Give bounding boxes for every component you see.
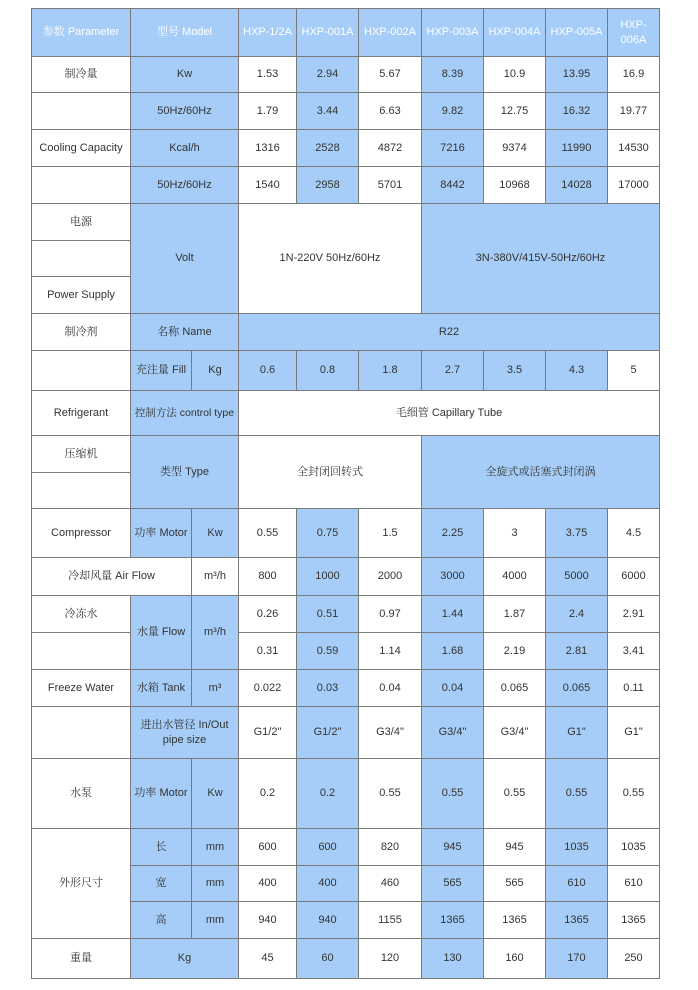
data-cell: 0.55 — [239, 509, 297, 558]
data-cell: 0.55 — [608, 759, 660, 829]
data-cell: 945 — [484, 829, 546, 866]
refrigerant-label-en: Refrigerant — [32, 391, 131, 436]
data-cell: 0.8 — [297, 351, 359, 391]
compressor-power-unit: Kw — [192, 509, 239, 558]
data-cell: 8.39 — [422, 57, 484, 93]
data-cell: 4000 — [484, 558, 546, 596]
data-cell: 2958 — [297, 167, 359, 204]
data-cell: 12.75 — [484, 93, 546, 130]
data-cell: 0.022 — [239, 670, 297, 707]
data-cell: 610 — [546, 866, 608, 902]
data-cell: 2.7 — [422, 351, 484, 391]
data-cell: 9374 — [484, 130, 546, 167]
dimension-label: 宽 — [131, 866, 192, 902]
data-cell: 2528 — [297, 130, 359, 167]
data-cell: 2000 — [359, 558, 422, 596]
data-cell: 0.55 — [359, 759, 422, 829]
data-cell: 1035 — [608, 829, 660, 866]
data-cell: 3.41 — [608, 633, 660, 670]
data-cell: 0.59 — [297, 633, 359, 670]
airflow-label: 冷却风量 Air Flow — [32, 558, 192, 596]
dimensions-label: 外形尺寸 — [32, 829, 131, 939]
data-cell: 1.87 — [484, 596, 546, 633]
data-cell: 0.6 — [239, 351, 297, 391]
compressor-type-a: 全封闭回转式 — [239, 436, 422, 509]
data-cell: 600 — [239, 829, 297, 866]
table-row — [32, 633, 660, 670]
data-cell: 13.95 — [546, 57, 608, 93]
refrigerant-fill-label: 充注量 Fill — [131, 351, 192, 391]
data-cell: 820 — [359, 829, 422, 866]
data-cell: 250 — [608, 939, 660, 979]
data-cell: 45 — [239, 939, 297, 979]
data-cell: 0.97 — [359, 596, 422, 633]
data-cell: 1.79 — [239, 93, 297, 130]
data-cell: 0.75 — [297, 509, 359, 558]
data-cell: 170 — [546, 939, 608, 979]
data-cell: 610 — [608, 866, 660, 902]
table-row — [32, 57, 660, 93]
data-cell: 0.55 — [484, 759, 546, 829]
data-cell: 3.75 — [546, 509, 608, 558]
data-cell: 2.81 — [546, 633, 608, 670]
data-cell: 3000 — [422, 558, 484, 596]
data-cell: 0.55 — [546, 759, 608, 829]
freeze-water-pipe-label: 进出水管径 In/Out pipe size — [131, 707, 239, 759]
table-row — [32, 670, 660, 707]
data-cell: 1.53 — [239, 57, 297, 93]
data-cell: 4.3 — [546, 351, 608, 391]
data-cell: 0.2 — [239, 759, 297, 829]
data-cell: 6000 — [608, 558, 660, 596]
cooling-unit: 50Hz/60Hz — [131, 167, 239, 204]
cooling-unit: 50Hz/60Hz — [131, 93, 239, 130]
data-cell: 0.03 — [297, 670, 359, 707]
freeze-water-label-cn: 冷冻水 — [32, 596, 131, 633]
data-cell: 400 — [239, 866, 297, 902]
data-cell: 2.25 — [422, 509, 484, 558]
data-cell: 5 — [608, 351, 660, 391]
power-three-phase: 3N-380V/415V-50Hz/60Hz — [422, 204, 660, 314]
data-cell: 940 — [239, 902, 297, 939]
pump-power-unit: Kw — [192, 759, 239, 829]
data-cell: 3.5 — [484, 351, 546, 391]
model-header-cell: HXP-004A — [484, 9, 546, 57]
table-row — [32, 759, 660, 829]
weight-unit: Kg — [131, 939, 239, 979]
table-row — [32, 558, 660, 596]
data-cell: 600 — [297, 829, 359, 866]
table-row — [32, 436, 660, 473]
freeze-water-flow-unit: m³/h — [192, 596, 239, 670]
data-cell: 14530 — [608, 130, 660, 167]
data-cell: 2.94 — [297, 57, 359, 93]
data-cell: 19.77 — [608, 93, 660, 130]
compressor-type-b: 全旋式或活塞式封闭涡 — [422, 436, 660, 509]
empty-cell — [32, 167, 131, 204]
model-header-cell: HXP-005A — [546, 9, 608, 57]
data-cell: 7216 — [422, 130, 484, 167]
data-cell: 14028 — [546, 167, 608, 204]
freeze-water-tank-label: 水箱 Tank — [131, 670, 192, 707]
header-row — [32, 9, 660, 57]
data-cell: 120 — [359, 939, 422, 979]
data-cell: 5.67 — [359, 57, 422, 93]
data-cell: 11990 — [546, 130, 608, 167]
data-cell: 1.68 — [422, 633, 484, 670]
data-cell: 0.51 — [297, 596, 359, 633]
cooling-label-cn: 制冷量 — [32, 57, 131, 93]
table-row — [32, 93, 660, 130]
data-cell: 0.26 — [239, 596, 297, 633]
data-cell: 130 — [422, 939, 484, 979]
pump-power-label: 功率 Motor — [131, 759, 192, 829]
empty-cell — [32, 473, 131, 509]
data-cell: 940 — [297, 902, 359, 939]
data-cell: 565 — [484, 866, 546, 902]
data-cell: 2.91 — [608, 596, 660, 633]
refrigerant-name-label: 名称 Name — [131, 314, 239, 351]
power-label-cn: 电源 — [32, 204, 131, 241]
data-cell: 0.55 — [422, 759, 484, 829]
data-cell: 1.44 — [422, 596, 484, 633]
data-cell: 160 — [484, 939, 546, 979]
data-cell: 5701 — [359, 167, 422, 204]
table-row — [32, 596, 660, 633]
data-cell: G1" — [608, 707, 660, 759]
data-cell: 0.11 — [608, 670, 660, 707]
table-row — [32, 509, 660, 558]
data-cell: 16.32 — [546, 93, 608, 130]
cooling-label-en: Cooling Capacity — [32, 130, 131, 167]
data-cell: 3.44 — [297, 93, 359, 130]
data-cell: 565 — [422, 866, 484, 902]
data-cell: 4872 — [359, 130, 422, 167]
model-header: 型号 Model — [131, 9, 239, 57]
power-unit: Volt — [131, 204, 239, 314]
data-cell: 4.5 — [608, 509, 660, 558]
data-cell: 0.065 — [546, 670, 608, 707]
refrigerant-control-label: 控制方法 control type — [131, 391, 239, 436]
compressor-label-en: Compressor — [32, 509, 131, 558]
data-cell: 1155 — [359, 902, 422, 939]
data-cell: G3/4" — [484, 707, 546, 759]
refrigerant-name-value: R22 — [239, 314, 660, 351]
data-cell: G3/4" — [422, 707, 484, 759]
data-cell: 60 — [297, 939, 359, 979]
data-cell: 10968 — [484, 167, 546, 204]
dimension-label: 高 — [131, 902, 192, 939]
table-row — [32, 351, 660, 391]
empty-cell — [32, 93, 131, 130]
model-header-cell: HXP-002A — [359, 9, 422, 57]
table-row — [32, 707, 660, 759]
table-row — [32, 391, 660, 436]
compressor-label-cn: 压缩机 — [32, 436, 131, 473]
dimension-label: 长 — [131, 829, 192, 866]
data-cell: G1" — [546, 707, 608, 759]
data-cell: 0.065 — [484, 670, 546, 707]
data-cell: 0.2 — [297, 759, 359, 829]
data-cell: 2.19 — [484, 633, 546, 670]
data-cell: 1035 — [546, 829, 608, 866]
data-cell: G1/2" — [297, 707, 359, 759]
data-cell: 0.31 — [239, 633, 297, 670]
table-row — [32, 314, 660, 351]
data-cell: 10.9 — [484, 57, 546, 93]
model-header-cell: HXP-001A — [297, 9, 359, 57]
freeze-water-tank-unit: m³ — [192, 670, 239, 707]
refrigerant-fill-unit: Kg — [192, 351, 239, 391]
empty-cell — [32, 633, 131, 670]
data-cell: 1.14 — [359, 633, 422, 670]
data-cell: 2.4 — [546, 596, 608, 633]
data-cell: 1365 — [546, 902, 608, 939]
data-cell: 17000 — [608, 167, 660, 204]
data-cell: 460 — [359, 866, 422, 902]
data-cell: 8442 — [422, 167, 484, 204]
compressor-power-label: 功率 Motor — [131, 509, 192, 558]
empty-cell — [32, 351, 131, 391]
airflow-unit: m³/h — [192, 558, 239, 596]
data-cell: G3/4" — [359, 707, 422, 759]
data-cell: 1365 — [608, 902, 660, 939]
model-header-cell: HXP-006A — [608, 9, 660, 57]
data-cell: 0.04 — [359, 670, 422, 707]
freeze-water-flow-label: 水量 Flow — [131, 596, 192, 670]
data-cell: 1540 — [239, 167, 297, 204]
data-cell: 1365 — [484, 902, 546, 939]
data-cell: 3 — [484, 509, 546, 558]
data-cell: 9.82 — [422, 93, 484, 130]
data-cell: 945 — [422, 829, 484, 866]
power-label-en: Power Supply — [32, 277, 131, 314]
table-row — [32, 204, 660, 241]
model-header-cell: HXP-1/2A — [239, 9, 297, 57]
empty-cell — [32, 241, 131, 277]
weight-label: 重量 — [32, 939, 131, 979]
data-cell: 0.04 — [422, 670, 484, 707]
empty-cell — [32, 707, 131, 759]
dimension-unit: mm — [192, 866, 239, 902]
data-cell: 1316 — [239, 130, 297, 167]
table-row — [32, 829, 660, 866]
data-cell: 800 — [239, 558, 297, 596]
data-cell: 6.63 — [359, 93, 422, 130]
data-cell: 1.8 — [359, 351, 422, 391]
compressor-type-label: 类型 Type — [131, 436, 239, 509]
dimension-unit: mm — [192, 902, 239, 939]
model-header-cell: HXP-003A — [422, 9, 484, 57]
power-single-phase: 1N-220V 50Hz/60Hz — [239, 204, 422, 314]
spec-table — [31, 8, 660, 979]
pump-label: 水泵 — [32, 759, 131, 829]
table-row — [32, 939, 660, 979]
data-cell: 1365 — [422, 902, 484, 939]
data-cell: G1/2" — [239, 707, 297, 759]
refrigerant-label-cn: 制冷剂 — [32, 314, 131, 351]
data-cell: 16.9 — [608, 57, 660, 93]
cooling-unit: Kcal/h — [131, 130, 239, 167]
data-cell: 5000 — [546, 558, 608, 596]
data-cell: 1.5 — [359, 509, 422, 558]
table-row — [32, 167, 660, 204]
dimension-unit: mm — [192, 829, 239, 866]
table-row — [32, 130, 660, 167]
data-cell: 1000 — [297, 558, 359, 596]
freeze-water-label-en: Freeze Water — [32, 670, 131, 707]
data-cell: 400 — [297, 866, 359, 902]
parameter-header: 参数 Parameter — [32, 9, 131, 57]
cooling-unit: Kw — [131, 57, 239, 93]
refrigerant-control-value: 毛细管 Capillary Tube — [239, 391, 660, 436]
